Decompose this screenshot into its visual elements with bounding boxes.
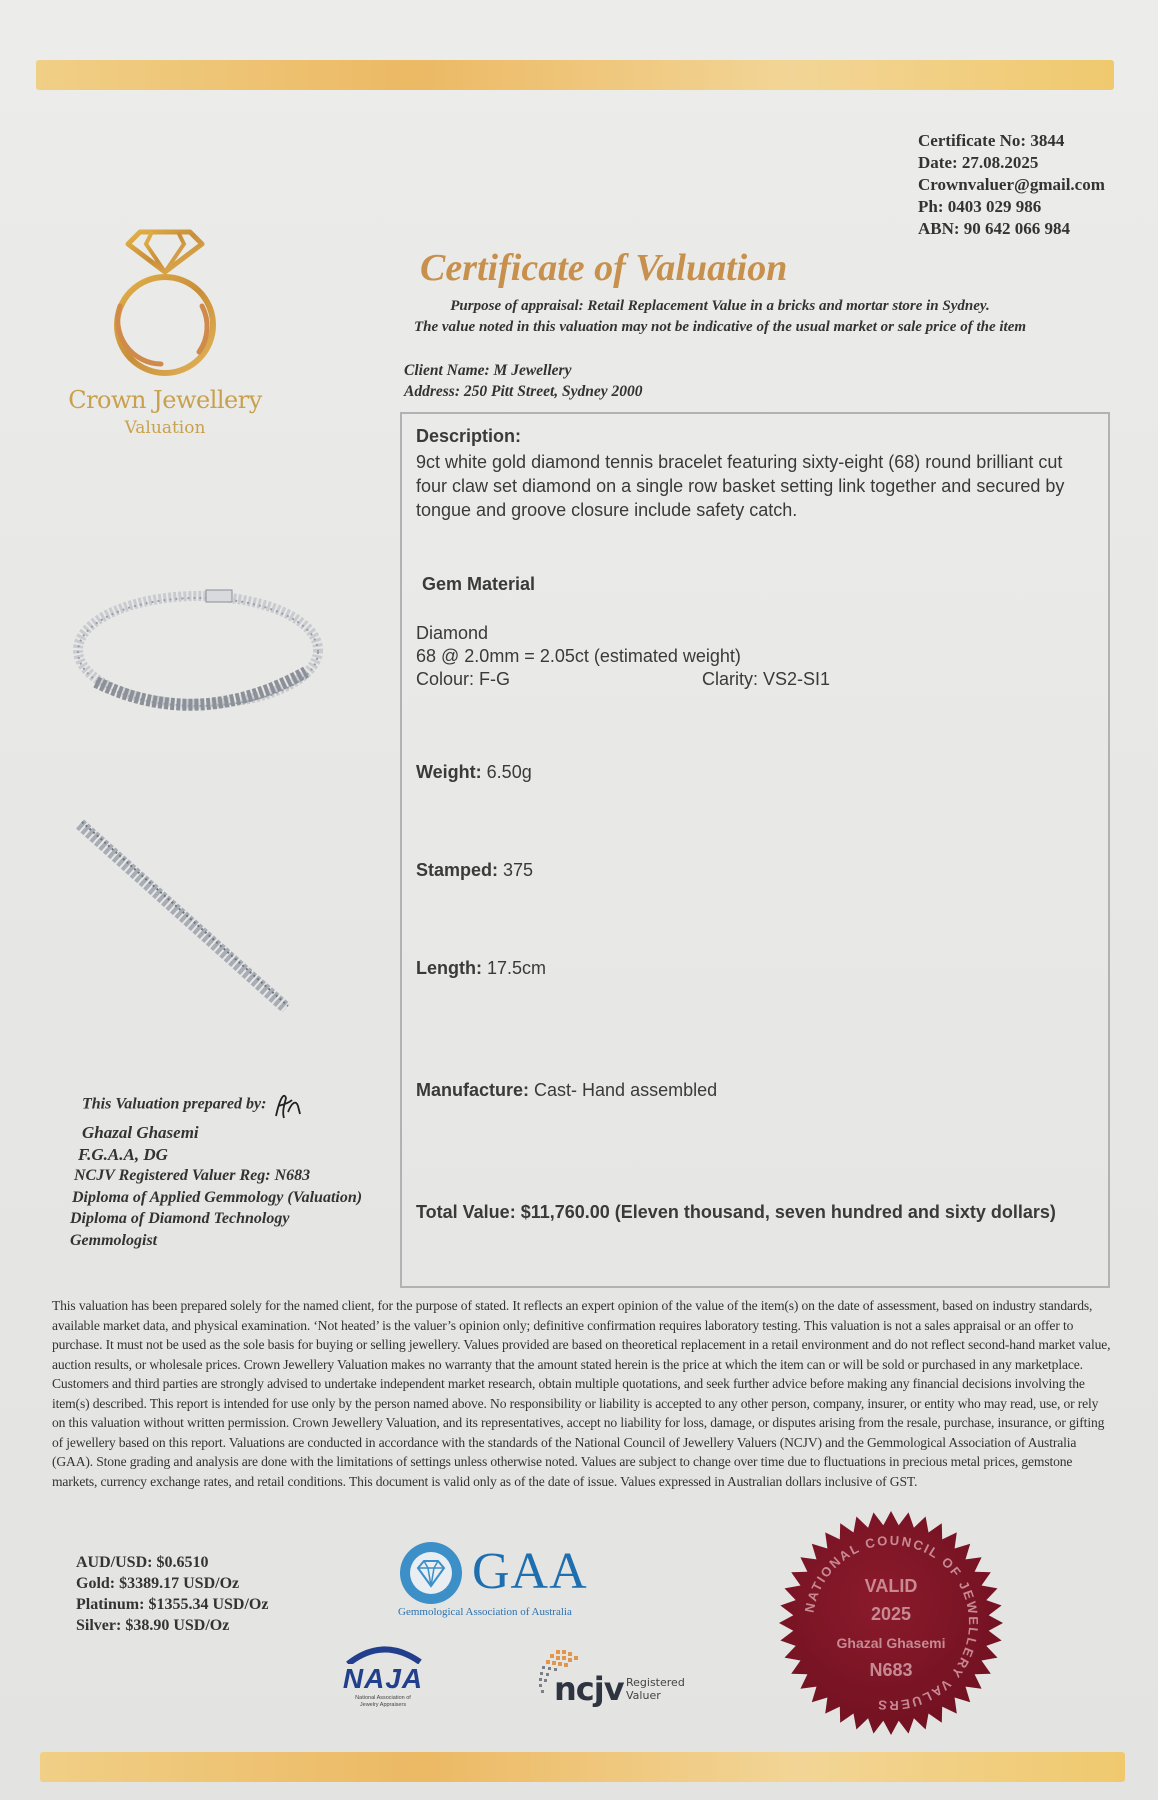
- naja-full-line-1: National Association of: [355, 1695, 411, 1701]
- appraisal-purpose: [340, 296, 1100, 338]
- client-info: [404, 360, 643, 402]
- description-label: Description:: [416, 426, 522, 446]
- gaa-name: GAA: [472, 1543, 588, 1600]
- bottom-gold-band: [40, 1752, 1125, 1782]
- seal-line-3: Ghazal Ghasemi: [836, 1635, 946, 1651]
- total-value-amount: $11,760.00 (Eleven thousand, seven hundred and sixty dollars): [520, 1202, 1056, 1222]
- valuer-block: [70, 1088, 362, 1251]
- naja-name: NAJA: [342, 1663, 424, 1694]
- ncjv-registered-valuer: [626, 1676, 685, 1702]
- bracelet-straight-photo: [74, 818, 304, 1018]
- ncjv-logo: [536, 1648, 685, 1708]
- contact-phone: Ph: 0403 029 986: [918, 197, 1042, 216]
- seal-line-1: VALID: [864, 1576, 918, 1596]
- top-gold-band: [36, 60, 1114, 90]
- rate-platinum: Platinum: $1355.34 USD/Oz: [76, 1596, 269, 1613]
- brand-name: Crown Jewellery: [68, 386, 262, 414]
- bracelet-coiled-photo: [66, 572, 336, 732]
- rate-gold: Gold: $3389.17 USD/Oz: [76, 1575, 240, 1592]
- rate-aud-usd: AUD/USD: $0.6510: [76, 1554, 209, 1571]
- manufacture-row: [416, 1080, 1092, 1101]
- seal-ring-text: NATIONAL COUNCIL OF JEWELLERY VALUERS: [801, 1532, 982, 1714]
- weight-row: [416, 762, 1092, 783]
- brand-subtitle: Valuation: [124, 418, 206, 438]
- gem-estimated-weight: 68 @ 2.0mm = 2.05ct (estimated weight): [416, 646, 741, 666]
- gaa-logo: [398, 1540, 588, 1618]
- contact-email: Crownvaluer@gmail.com: [918, 175, 1105, 194]
- valuer-registration: NCJV Registered Valuer Reg: N683: [74, 1167, 311, 1184]
- client-address: Address: 250 Pitt Street, Sydney 2000: [404, 383, 643, 400]
- wax-seal: [776, 1508, 1006, 1738]
- gem-colour: Colour: F-G: [416, 669, 511, 689]
- ncjv-name: ncjv: [554, 1670, 624, 1708]
- prepared-by-label: This Valuation prepared by:: [82, 1095, 267, 1113]
- certificate-date: Date: 27.08.2025: [918, 153, 1039, 172]
- valuer-title: Gemmologist: [70, 1231, 158, 1249]
- length-row: [416, 958, 1092, 979]
- purpose-line-2: The value noted in this valuation may not be indicative of the usual market or sale price of the item: [413, 319, 1027, 335]
- diamond-ring-icon: [90, 220, 240, 380]
- stamped-row: [416, 860, 1092, 881]
- valuer-diploma-diamond: Diploma of Diamond Technology: [70, 1210, 290, 1227]
- purpose-line-1: Purpose of appraisal: Retail Replacement Value in a bricks and mortar store in Sydney.: [450, 298, 990, 314]
- disclaimer-text: This valuation has been prepared solely for the named client, for the purpose of stated. It reflects an expert opinion of the value of the item(s) on the date of assessment, based on industry standards, available market data, and physical examination. ‘Not heated’ is the valuer’s opinion only; definitive confirmation requires laboratory testing. This valuation is not a sales appraisal or an offer to purchase. It must not be used as the sole basis for buying or selling jewellery. Values provided are based on theoretical replacement in a retail environment and do not reflect second-hand market value, auction results, or wholesale prices. Crown Jewellery Valuation makes no warranty that the amount stated herein is the price at which the item can or will be sold or purchased in any marketplace. Customers and third parties are strongly advised to undertake independent market research, obtain multiple quotations, and seek further advice before making any financial decisions involving the item(s) described. This report is intended for use only by the person named above. No responsibility or liability is accepted to any other person, company, insurer, or entity who may read, use, or rely on this valuation without written permission. Crown Jewellery Valuation, and its representatives, accept no liability for loss, damage, or disputes arising from the resale, purchase, insurance, or gifting of jewellery based on this report. Valuations are conducted in accordance with the standards of the National Council of Jewellery Valuers (NCJV) and the Gemmological Association of Australia (GAA). Stone grading and analysis are done with the limitations of settings unless otherwise noted. Values are subject to change over time due to fluctuations in precious metal prices, gemstone markets, currency exchange rates, and retail conditions. This document is valid only as of the date of issue. Values expressed in Australian dollars inclusive of GST.: [52, 1298, 1111, 1489]
- weight-value: 6.50g: [486, 762, 532, 782]
- description-text: 9ct white gold diamond tennis bracelet featuring sixty-eight (68) round brilliant cut four claw set diamond on a single row basket setting link together and secured by tongue and groove closure include safety catch.: [416, 452, 1065, 520]
- certificate-number: Certificate No: 3844: [918, 131, 1065, 150]
- abn-number: ABN: 90 642 066 984: [918, 219, 1071, 238]
- ncjv-sub-line-2: Valuer: [626, 1689, 661, 1702]
- manufacture-label: Manufacture:: [416, 1080, 530, 1100]
- gem-type: Diamond: [416, 623, 489, 643]
- valuer-signature: [272, 1088, 306, 1122]
- brand-logo: [50, 220, 280, 438]
- certificate-info: [918, 130, 1105, 240]
- valuer-credentials: F.G.A.A, DG: [78, 1144, 168, 1164]
- seal-line-2: 2025: [870, 1604, 912, 1624]
- client-name: Client Name: M Jewellery: [404, 362, 572, 379]
- valuer-name: Ghazal Ghasemi: [82, 1123, 199, 1142]
- item-details-box: [400, 412, 1110, 1288]
- stamped-value: 375: [503, 860, 534, 880]
- rate-silver: Silver: $38.90 USD/Oz: [76, 1617, 230, 1634]
- ncjv-sub-line-1: Registered: [626, 1676, 685, 1689]
- weight-label: Weight:: [416, 762, 482, 782]
- naja-arc-icon: [338, 1642, 428, 1664]
- gem-material-details: [416, 622, 1092, 691]
- gem-clarity: Clarity: VS2-SI1: [702, 669, 831, 689]
- manufacture-value: Cast- Hand assembled: [534, 1080, 718, 1100]
- market-rates: [76, 1552, 268, 1636]
- naja-full-line-2: Jewelry Appraisers: [359, 1702, 407, 1708]
- gaa-full-name: Gemmological Association of Australia: [398, 1606, 572, 1618]
- length-value: 17.5cm: [487, 958, 547, 978]
- seal-line-4: N683: [869, 1660, 913, 1680]
- stamped-label: Stamped:: [416, 860, 499, 880]
- gem-material-label: Gem Material: [422, 574, 536, 594]
- gaa-emblem-icon: [398, 1540, 464, 1606]
- naja-logo: [338, 1642, 428, 1709]
- page-title: Certificate of Valuation: [420, 247, 788, 289]
- valuer-diploma-gemmology: Diploma of Applied Gemmology (Valuation): [72, 1188, 363, 1206]
- length-label: Length:: [416, 958, 482, 978]
- total-value-row: [416, 1200, 1092, 1224]
- total-value-label: Total Value:: [416, 1202, 516, 1222]
